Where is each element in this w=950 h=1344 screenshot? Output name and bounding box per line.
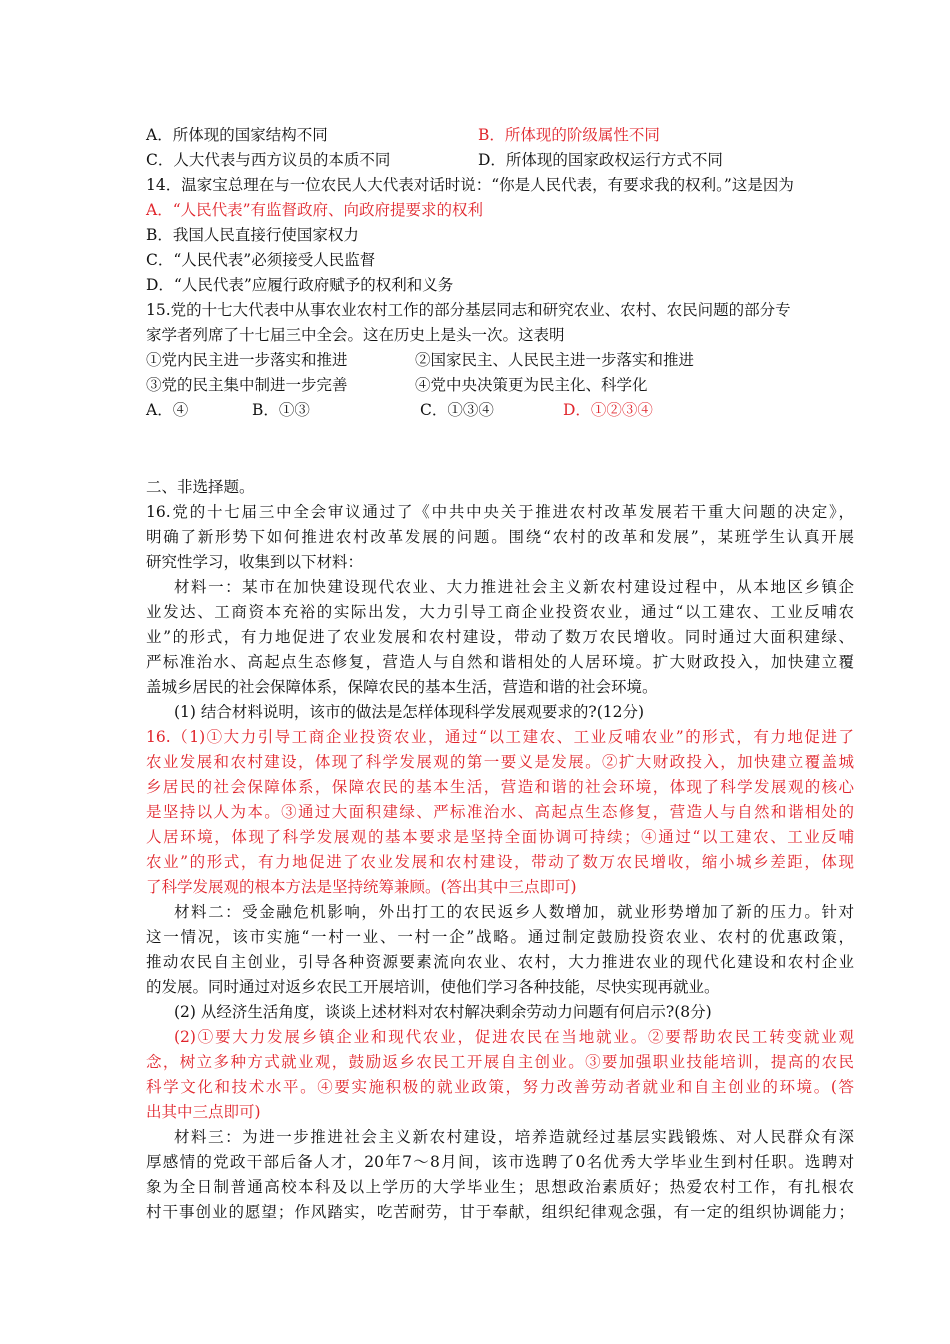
material1-line: 盖城乡居民的社会保障体系，保障农民的基本生活，营造和谐的社会环境。 (146, 678, 658, 696)
material1-line: 严标准治水、高起点生态修复，营造人与自然和谐相处的人居环境。扩大财政投入，加快建立覆 (146, 653, 854, 671)
q14-stem: 14．温家宝总理在与一位农民人大代表对话时说：“你是人民代表，有要求我的权利。”这是因为 (146, 176, 794, 194)
q13-option-d: D．所体现的国家政权运行方式不同 (478, 151, 723, 169)
question-1: (1) 结合材料说明，该市的做法是怎样体现科学发展观要求的?(12分) (174, 703, 645, 721)
question-2: (2) 从经济生活角度，谈谈上述材料对农村解决剩余劳动力问题有何启示?(8分) (174, 1003, 712, 1021)
q16-intro-line: 明确了新形势下如何推进农村改革发展的问题。围绕“农村的改革和发展”，某班学生认真开展 (146, 528, 854, 546)
answer1-line: 16.（1)①大力引导工商企业投资农业，通过“以工建农、工业反哺农业”的形式，有力地促进了 (146, 728, 854, 746)
answer1-line: 了科学发展观的根本方法是坚持统筹兼顾。(答出其中三点即可) (146, 878, 577, 896)
answer1-line: 是坚持以人为本。③通过大面积建绿、严标准治水、高起点生态修复，营造人与自然和谐相处的 (146, 803, 854, 821)
answer2-line: 出其中三点即可) (146, 1103, 261, 1121)
answer1-line: 乡居民的社会保障体系，保障农民的基本生活，营造和谐的社会环境，体现了科学发展观的核心 (146, 778, 854, 796)
material1-line: 业发达、工商资本充裕的实际出发，大力引导工商企业投资农业，通过“以工建农、工业反哺农 (146, 603, 854, 621)
material3-line: 象为全日制普通高校本科及以上学历的大学毕业生；思想政治素质好；热爱农村工作，有扎根农 (146, 1178, 854, 1196)
material2-line: 推动农民自主创业，引导各种资源要素流向农业、农村，大力推进农业的现代化建设和农村企业 (146, 953, 854, 971)
q14-option-a-answer: A．“人民代表”有监督政府、向政府提要求的权利 (146, 201, 484, 219)
material3-line: 村干事创业的愿望；作风踏实，吃苦耐劳，甘于奉献，组织纪律观念强，有一定的组织协调能力； (146, 1203, 854, 1221)
material2-line: 这一情况，该市实施“一村一业、一村一企”战略。通过制定鼓励投资农业、农村的优惠政策， (146, 928, 854, 946)
q15-option-c: C．①③④ (420, 401, 494, 419)
material3-line: 厚感情的党政干部后备人才，20年7～8月间，该市选聘了0名优秀大学毕业生到村任职。选聘对 (146, 1153, 854, 1171)
answer2-line: 科学文化和技术水平。④要实施积极的就业政策，努力改善劳动者就业和自主创业的环境。(答 (146, 1078, 854, 1096)
q15-option-a: A．④ (146, 401, 189, 419)
material1-line: 业”的形式，有力地促进了农业发展和农村建设，带动了数万农民增收。同时通过大面积建绿、 (146, 628, 854, 646)
q15-option-d-answer: D．①②③④ (563, 401, 653, 419)
q15-item-1: ①党内民主进一步落实和推进 (146, 351, 348, 369)
material2-line: 材料二：受金融危机影响，外出打工的农民返乡人数增加，就业形势增加了新的压力。针对 (174, 903, 854, 921)
q13-option-b-answer: B．所体现的阶级属性不同 (478, 126, 660, 144)
q14-option-d: D．“人民代表”应履行政府赋予的权利和义务 (146, 276, 454, 294)
answer1-line: 农业”的形式，有力地促进了农业发展和农村建设，带动了数万农民增收，缩小城乡差距，体现 (146, 853, 854, 871)
q14-option-b: B．我国人民直接行使国家权力 (146, 226, 359, 244)
material2-line: 的发展。同时通过对返乡农民工开展培训，使他们学习各种技能，尽快实现再就业。 (146, 978, 720, 996)
answer1-line: 农业发展和农村建设，体现了科学发展观的第一要义是发展。②扩大财政投入，加快建立覆盖城 (146, 753, 854, 771)
material1-line: 材料一：某市在加快建设现代农业、大力推进社会主义新农村建设过程中，从本地区乡镇企 (174, 578, 854, 596)
q15-stem-line-2: 家学者列席了十七届三中全会。这在历史上是头一次。这表明 (146, 326, 565, 344)
q14-option-c: C．“人民代表”必须接受人民监督 (146, 251, 376, 269)
q15-option-b: B．①③ (252, 401, 310, 419)
q13-option-c: C．人大代表与西方议员的本质不同 (146, 151, 391, 169)
q15-item-3: ③党的民主集中制进一步完善 (146, 376, 348, 394)
q16-intro-line: 研究性学习，收集到以下材料： (146, 553, 364, 571)
answer2-line: (2)①要大力发展乡镇企业和现代农业，促进农民在当地就业。②要帮助农民工转变就业观 (174, 1028, 854, 1046)
answer2-line: 念，树立多种方式就业观，鼓励返乡农民工开展自主创业。③要加强职业技能培训，提高的农民 (146, 1053, 854, 1071)
material3-line: 材料三：为进一步推进社会主义新农村建设，培养造就经过基层实践锻炼、对人民群众有深 (174, 1128, 854, 1146)
q16-intro-line: 16.党的十七届三中全会审议通过了《中共中央关于推进农村改革发展若干重大问题的决定》， (146, 503, 854, 521)
q15-item-4: ④党中央决策更为民主化、科学化 (415, 376, 648, 394)
answer1-line: 人居环境，体现了科学发展观的基本要求是坚持全面协调可持续；④通过“以工建农、工业反哺 (146, 828, 854, 846)
q15-stem-line-1: 15.党的十七大代表中从事农业农村工作的部分基层同志和研究农业、农村、农民问题的部分专 (146, 301, 791, 319)
q13-option-a: A．所体现的国家结构不同 (146, 126, 328, 144)
q15-item-2: ②国家民主、人民民主进一步落实和推进 (415, 351, 695, 369)
section-heading: 二、非选择题。 (146, 478, 255, 496)
